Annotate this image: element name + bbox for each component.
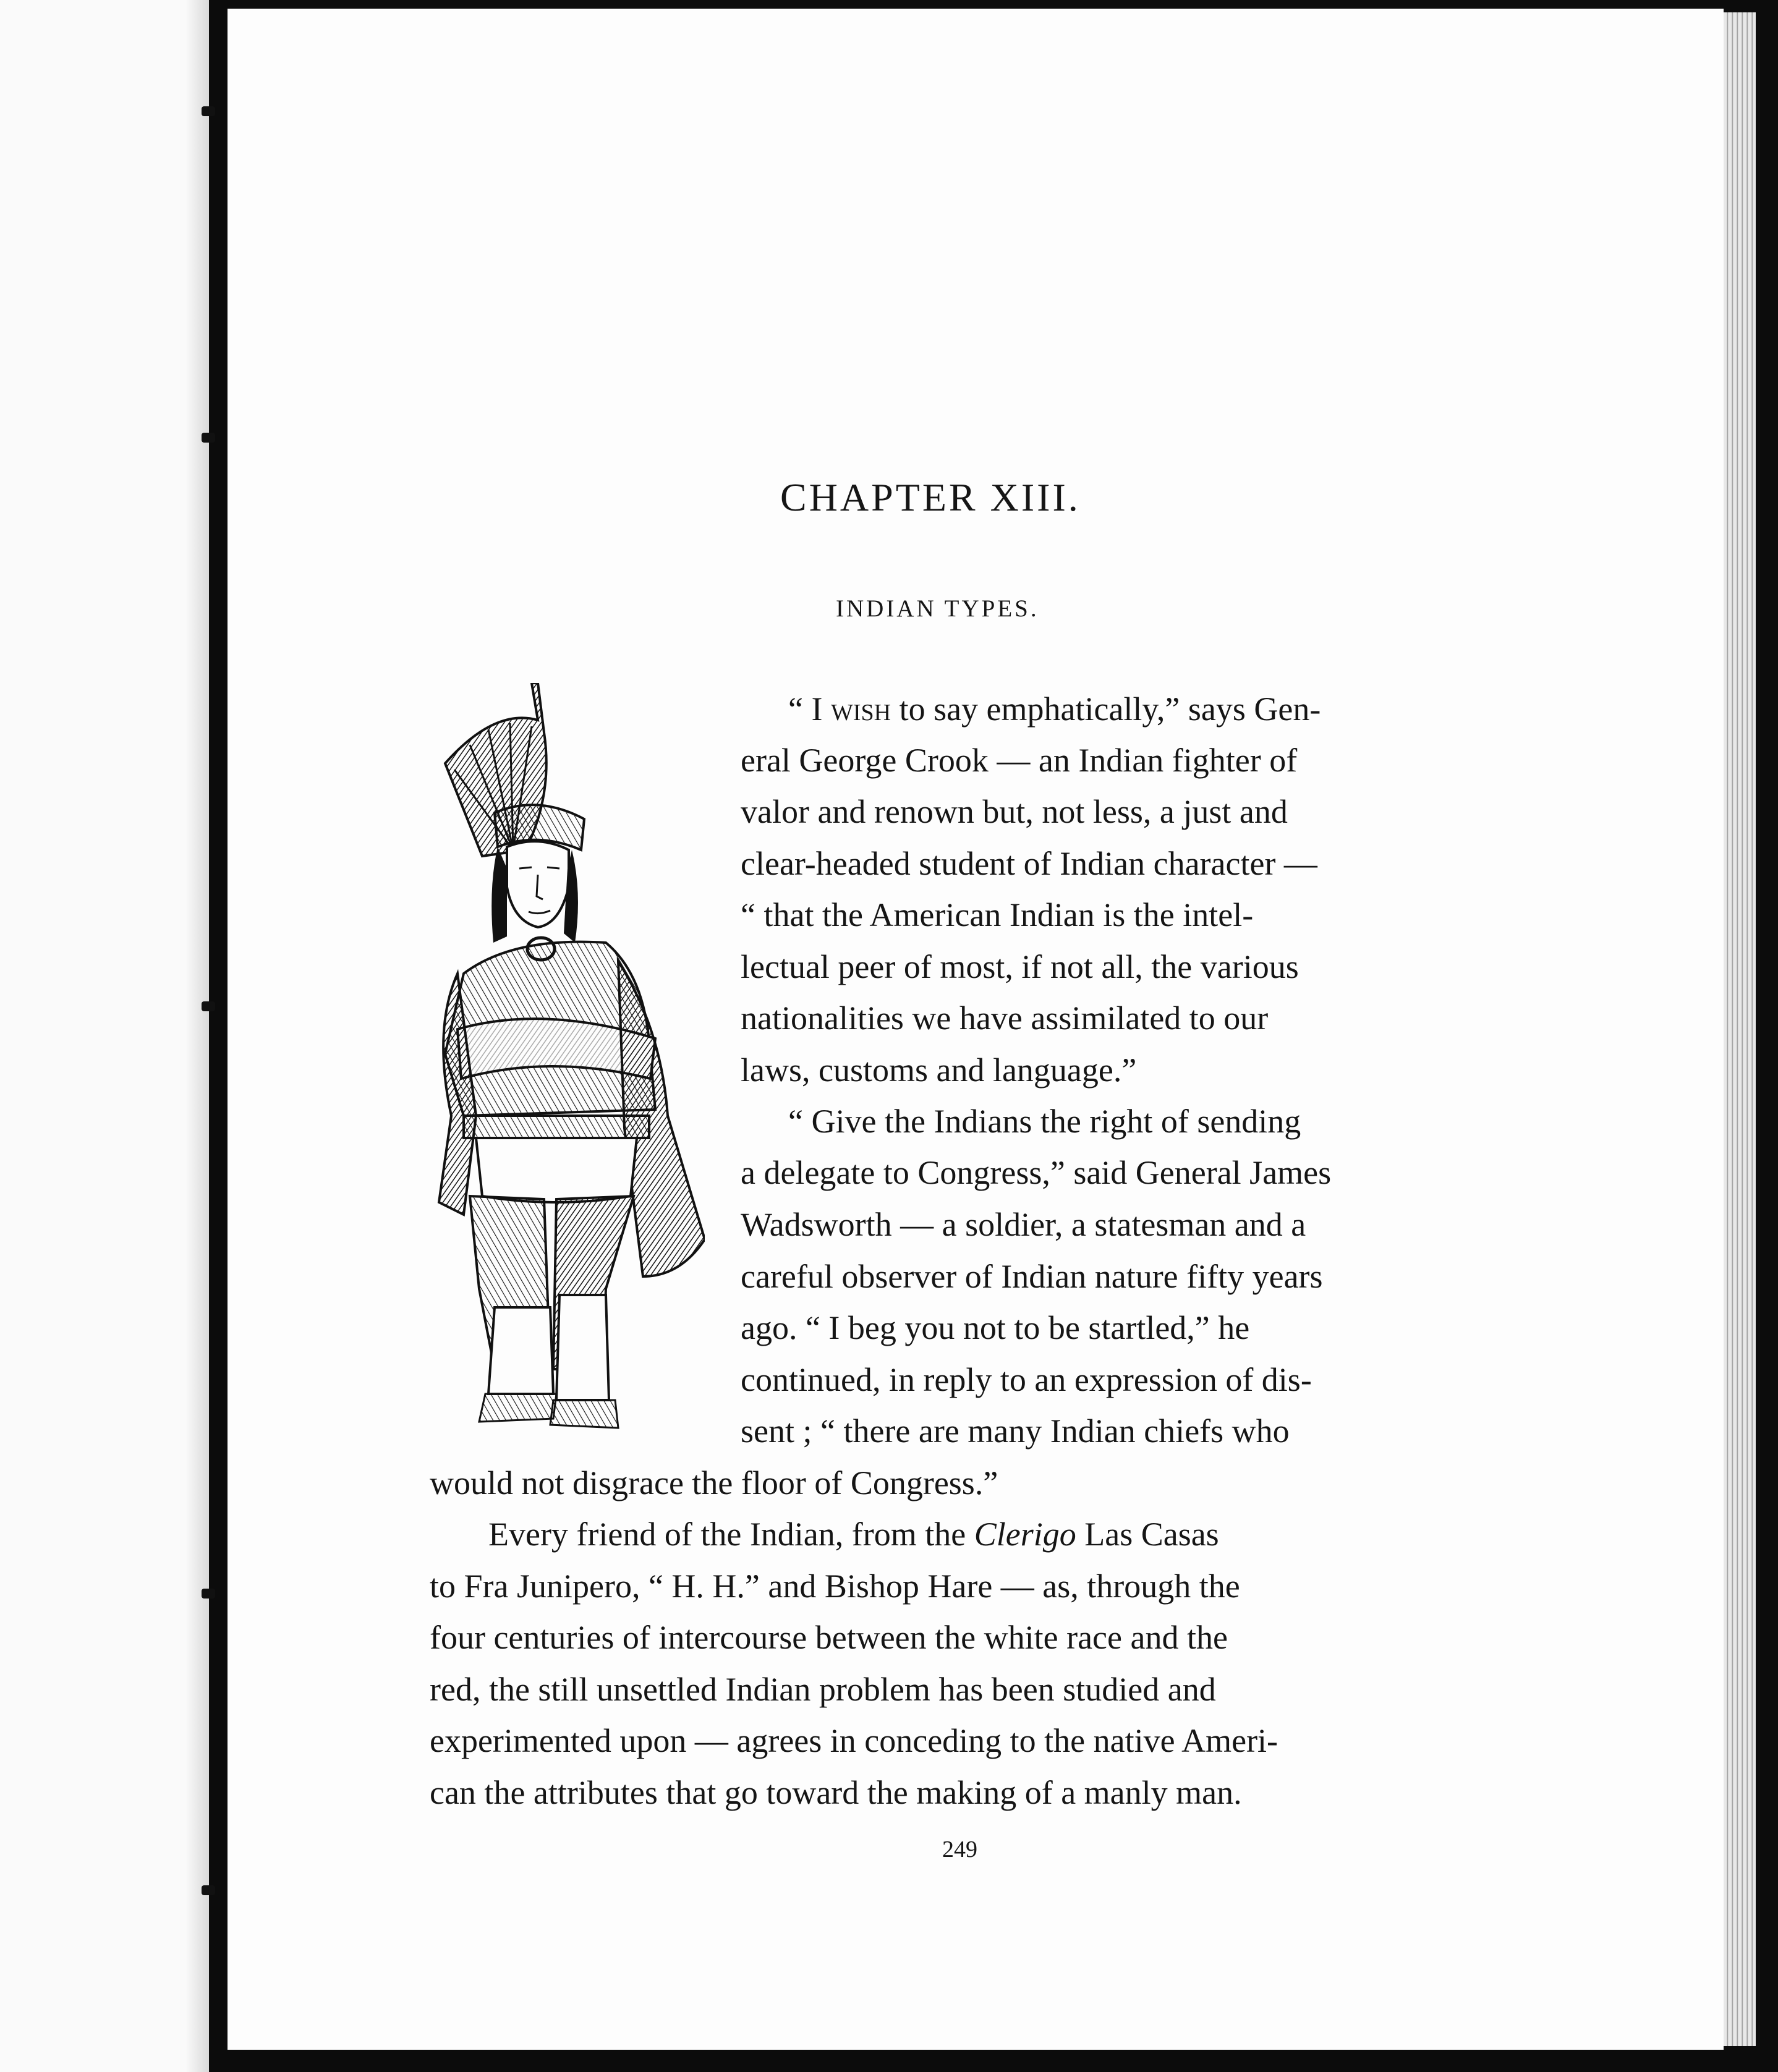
page-edges (1724, 12, 1756, 2046)
text-line-16: would not disgrace the floor of Congress.” (430, 1464, 998, 1501)
text-line-8: laws, customs and language.” (741, 1051, 1137, 1089)
binding-stitch (202, 1001, 215, 1011)
text-line-4: clear-headed student of Indian character — (741, 845, 1317, 882)
text-line-21: experimented upon — agrees in conceding to the native Ameri- (430, 1722, 1278, 1759)
text-line-13: ago. “ I beg you not to be startled,” he (741, 1309, 1250, 1346)
text-line-5: “ that the American Indian is the intel- (741, 896, 1254, 933)
indian-figure-illustration (420, 683, 705, 1431)
binding-stitch (202, 1885, 215, 1895)
binding-stitch (202, 1589, 215, 1599)
left-page (0, 0, 209, 2072)
text-line-9: “ Give the Indians the right of sending (788, 1103, 1301, 1140)
text-line-1: “ I wish to say emphatically,” says Gen- (788, 690, 1321, 728)
gutter-shadow (185, 0, 209, 2072)
chapter-subtitle: INDIAN TYPES. (836, 595, 1039, 622)
text-line-12: careful observer of Indian nature fifty years (741, 1258, 1323, 1295)
text-line-20: red, the still unsettled Indian problem has been studied and (430, 1671, 1216, 1708)
text-line-3: valor and renown but, not less, a just and (741, 793, 1288, 830)
text-line-7: nationalities we have assimilated to our (741, 1000, 1269, 1037)
chapter-title: CHAPTER XIII. (780, 475, 1081, 519)
text-line-22: can the attributes that go toward the making of a manly man. (430, 1774, 1242, 1811)
text-line-19: four centuries of intercourse between the white race and the (430, 1619, 1228, 1656)
binding-stitch (202, 433, 215, 443)
text-line-18: to Fra Junipero, “ H. H.” and Bishop Hare — as, through the (430, 1568, 1240, 1605)
text-line-6: lectual peer of most, if not all, the various (741, 948, 1299, 985)
binding-stitch (202, 106, 215, 116)
text-line-15: sent ; “ there are many Indian chiefs who (741, 1412, 1290, 1450)
text-line-10: a delegate to Congress,” said General James (741, 1154, 1332, 1191)
text-line-2: eral George Crook — an Indian fighter of (741, 742, 1298, 779)
page-number: 249 (942, 1836, 977, 1862)
text-line-14: continued, in reply to an expression of dis- (741, 1361, 1312, 1398)
text-line-11: Wadsworth — a soldier, a statesman and a (741, 1206, 1306, 1243)
text-line-17: Every friend of the Indian, from the Clerigo Las Casas (488, 1516, 1219, 1553)
